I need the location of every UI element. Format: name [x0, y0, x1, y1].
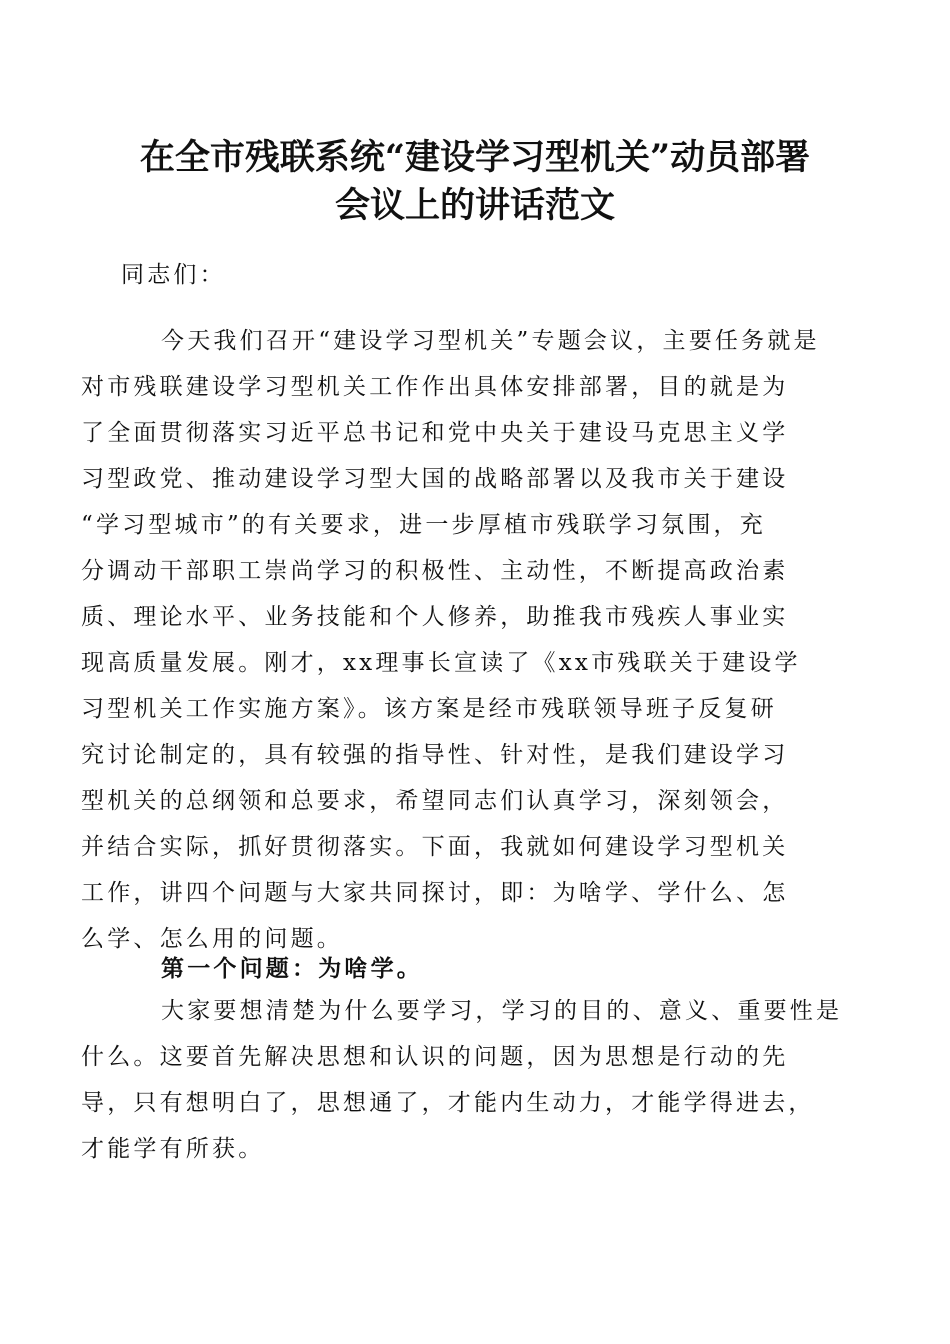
document-title-line-1: 在全市残联系统“建设学习型机关”动员部署 [139, 137, 811, 178]
paragraph-line: 才能学有所获。 [81, 1136, 265, 1162]
paragraph-line: 大家要想清楚为什么要学习，学习的目的、意义、重要性是 [161, 998, 843, 1024]
paragraph-line: 质、理论水平、业务技能和个人修养，助推我市残疾人事业实 [81, 604, 789, 630]
paragraph-line: 习型机关工作实施方案》。该方案是经市残联领导班子反复研 [81, 696, 777, 722]
paragraph-line: “学习型城市”的有关要求，进一步厚植市残联学习氛围，充 [81, 512, 766, 538]
paragraph-line: 现高质量发展。刚才，xx理事长宣读了《xx市残联关于建设学 [81, 650, 801, 676]
paragraph-intro [81, 318, 831, 962]
salutation: 同志们： [121, 262, 226, 288]
paragraph-line: 工作，讲四个问题与大家共同探讨，即：为啥学、学什么、怎 [81, 880, 789, 906]
paragraph-line: 今天我们召开“建设学习型机关”专题会议，主要任务就是 [161, 328, 820, 354]
paragraph-line: 型机关的总纲领和总要求，希望同志们认真学习，深刻领会， [81, 788, 789, 814]
paragraph-line: 究讨论制定的，具有较强的指导性、针对性，是我们建设学习 [81, 742, 789, 768]
document-title-line-2: 会议上的讲话范文 [334, 185, 615, 226]
section-heading: 第一个问题：为啥学。 [161, 955, 423, 982]
paragraph-line: 导，只有想明白了，思想通了，才能内生动力，才能学得进去， [81, 1090, 815, 1116]
paragraph-line: 并结合实际，抓好贯彻落实。下面，我就如何建设学习型机关 [81, 834, 789, 860]
paragraph-line: 习型政党、推动建设学习型大国的战略部署以及我市关于建设 [81, 466, 789, 492]
paragraph-line: 什么。这要首先解决思想和认识的问题，因为思想是行动的先 [81, 1044, 789, 1070]
paragraph-line: 分调动干部职工崇尚学习的积极性、主动性，不断提高政治素 [81, 558, 789, 584]
paragraph-line: 对市残联建设学习型机关工作作出具体安排部署，目的就是为 [81, 374, 789, 400]
paragraph-why-learn [81, 988, 843, 1172]
paragraph-line: 么学、怎么用的问题。 [81, 926, 343, 952]
paragraph-line: 了全面贯彻落实习近平总书记和党中央关于建设马克思主义学 [81, 420, 789, 446]
